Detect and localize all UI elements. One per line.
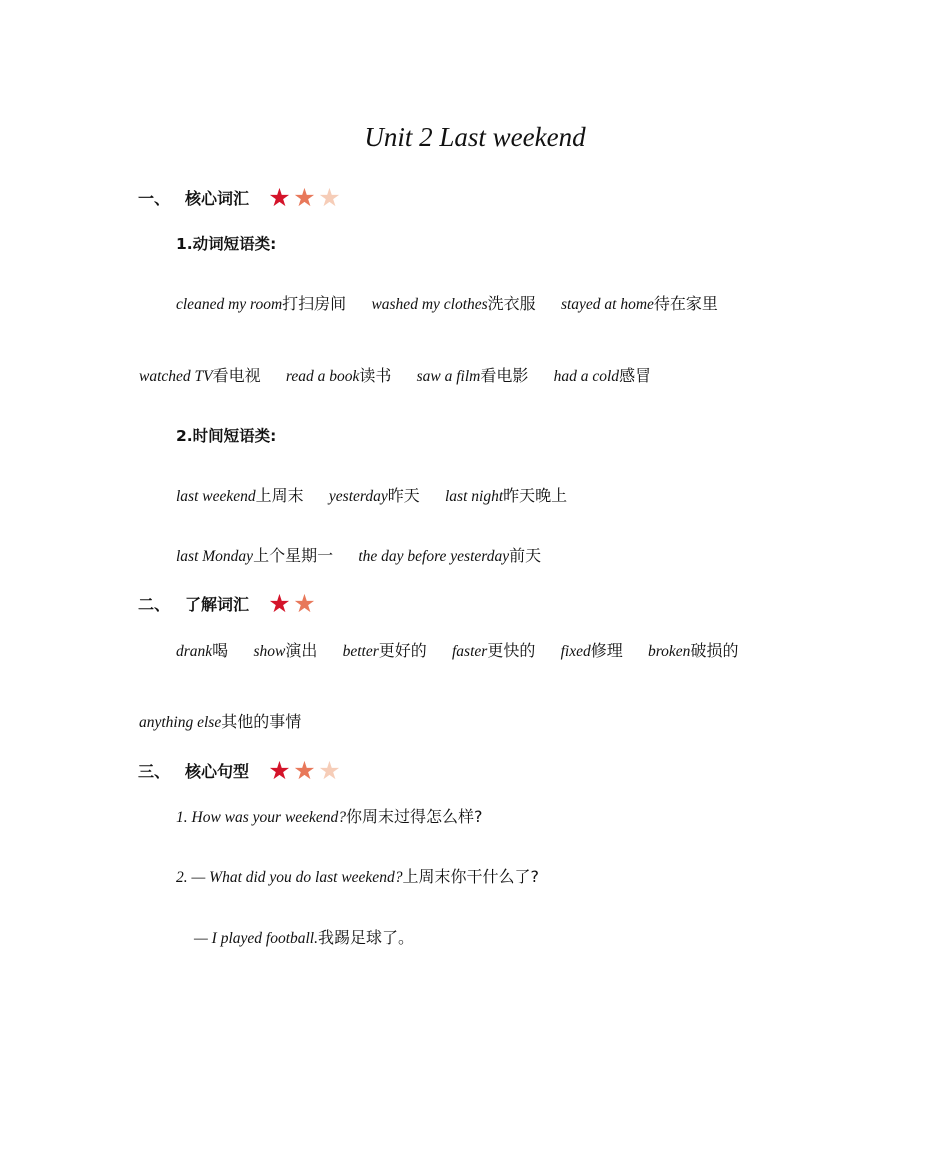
section-label: 核心句型	[185, 761, 250, 781]
vocab-en: watched TV	[139, 368, 213, 385]
star-icon: ★	[318, 182, 341, 212]
vocab-item	[329, 483, 420, 506]
sentence-1	[176, 804, 483, 827]
star-icon: ★	[268, 588, 291, 618]
vocab-item	[452, 638, 535, 661]
time-phrases-line-2	[176, 543, 561, 566]
vocab-item	[176, 483, 304, 506]
vocab-en: the day before yesterday	[358, 548, 510, 565]
difficulty-rating	[267, 755, 342, 785]
sentence-en: — I played football.	[194, 930, 318, 947]
vocab-en: show	[253, 643, 286, 660]
vocab-item	[176, 543, 333, 566]
vocab-item	[176, 638, 228, 661]
vocab-zh: 打扫房间	[282, 294, 347, 313]
vocab-item	[286, 363, 391, 386]
sentence-2	[176, 864, 539, 887]
sentence-en: 2. — What did you do last weekend?	[176, 869, 403, 886]
vocab-en: better	[342, 643, 379, 660]
star-icon: ★	[293, 588, 316, 618]
vocab-zh: 读书	[359, 366, 392, 385]
vocab-zh: 洗衣服	[487, 294, 536, 313]
vocab-zh: 更快的	[487, 641, 536, 660]
vocab-item	[648, 638, 738, 661]
vocab-item	[358, 543, 541, 566]
section-label: 了解词汇	[185, 594, 250, 614]
star-icon: ★	[268, 182, 291, 212]
vocab-zh: 破损的	[690, 641, 739, 660]
vocab-zh: 喝	[212, 641, 229, 660]
verb-phrases-line-1	[176, 291, 738, 314]
vocab-item	[343, 638, 427, 661]
vocab-zh: 感冒	[619, 366, 652, 385]
sentence-3	[194, 925, 414, 948]
section-known-vocab-heading	[138, 590, 317, 616]
vocab-en: last Monday	[176, 548, 254, 565]
difficulty-rating	[267, 182, 342, 212]
vocab-en: last weekend	[176, 488, 256, 505]
vocab-en: anything else	[139, 714, 222, 731]
vocab-item	[561, 291, 718, 314]
section-number: 一、	[138, 188, 171, 208]
section-number: 三、	[138, 761, 171, 781]
sentence-zh: 上周末你干什么了?	[402, 867, 539, 886]
vocab-en: read a book	[285, 368, 360, 385]
vocab-item	[554, 363, 651, 386]
vocab-en: washed my clothes	[371, 296, 488, 313]
vocab-zh: 演出	[285, 641, 318, 660]
vocab-item	[417, 363, 529, 386]
vocab-en: yesterday	[328, 488, 388, 505]
vocab-en: faster	[452, 643, 488, 660]
verb-phrases-heading: 1.动词短语类:	[176, 235, 277, 253]
vocab-zh: 上周末	[255, 486, 304, 505]
vocab-zh: 昨天晚上	[503, 486, 568, 505]
section-core-vocab-heading	[138, 184, 342, 210]
vocab-item	[561, 638, 623, 661]
vocab-zh: 上个星期一	[253, 546, 334, 565]
vocab-zh: 更好的	[378, 641, 427, 660]
vocab-zh: 看电影	[480, 366, 529, 385]
vocab-zh: 修理	[590, 641, 623, 660]
sentence-zh: 我踢足球了。	[318, 928, 415, 947]
vocab-en: fixed	[560, 643, 591, 660]
vocab-en: drank	[176, 643, 213, 660]
star-icon: ★	[293, 182, 316, 212]
time-phrases-line-1	[176, 483, 587, 506]
verb-phrases-line-2	[139, 363, 671, 386]
vocab-en: cleaned my room	[176, 296, 283, 313]
vocab-zh: 其他的事情	[221, 712, 302, 731]
star-icon: ★	[318, 755, 341, 785]
section-label: 核心词汇	[185, 188, 250, 208]
page-title: Unit 2 Last weekend	[364, 122, 586, 152]
vocab-zh: 待在家里	[653, 294, 718, 313]
vocab-en: saw a film	[416, 368, 481, 385]
vocab-en: broken	[647, 643, 691, 660]
vocab-item	[139, 363, 261, 386]
sentence-zh: 你周末过得怎么样?	[346, 807, 483, 826]
section-core-sentences-heading	[138, 757, 342, 783]
time-phrases-heading: 2.时间短语类:	[176, 427, 277, 445]
vocab-en: stayed at home	[560, 296, 654, 313]
sentence-en: 1. How was your weekend?	[176, 809, 347, 826]
vocab-item	[176, 291, 346, 314]
star-icon: ★	[268, 755, 291, 785]
known-vocab-line-1	[176, 638, 758, 661]
vocab-item	[445, 483, 567, 506]
vocab-en: had a cold	[553, 368, 620, 385]
difficulty-rating	[267, 588, 317, 618]
vocab-zh: 看电视	[212, 366, 261, 385]
vocab-en: last night	[445, 488, 504, 505]
vocab-zh: 前天	[509, 546, 542, 565]
vocab-item	[253, 638, 317, 661]
vocab-item	[371, 291, 535, 314]
vocab-zh: 昨天	[387, 486, 420, 505]
known-vocab-line-2	[139, 709, 321, 732]
star-icon: ★	[293, 755, 316, 785]
vocab-item	[139, 709, 301, 732]
section-number: 二、	[138, 594, 171, 614]
